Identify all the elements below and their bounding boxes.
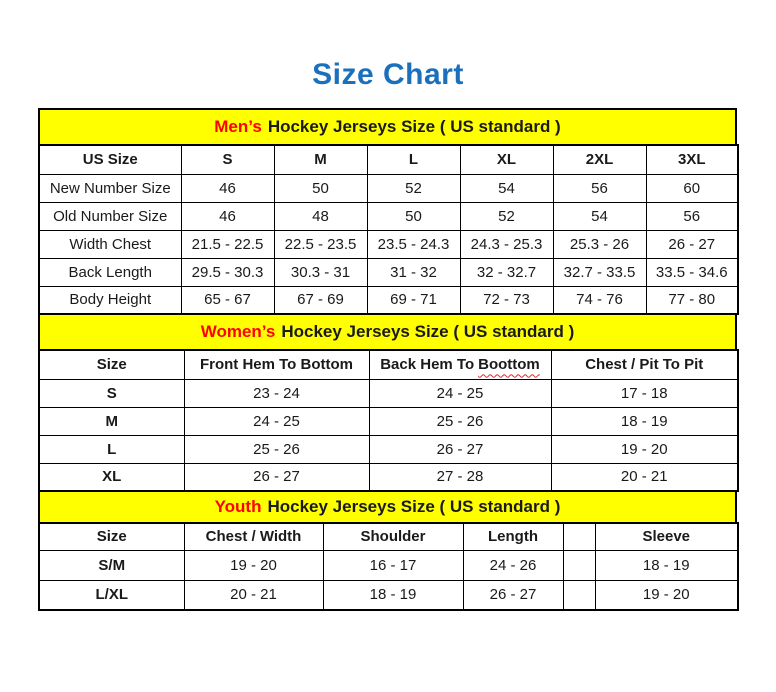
- row-label: Width Chest: [39, 230, 181, 258]
- table-row: [39, 286, 738, 314]
- size-cell: 50: [367, 202, 460, 230]
- mens-size-table: [38, 144, 739, 315]
- column-header: Shoulder: [323, 523, 463, 550]
- band-highlight-womens: Women’s: [200, 322, 276, 341]
- size-cell: 52: [460, 202, 553, 230]
- size-cell: 65 - 67: [181, 286, 274, 314]
- table-row: [39, 463, 738, 491]
- column-header: L: [367, 145, 460, 174]
- row-label: L: [39, 435, 184, 463]
- column-header: Chest / Width: [184, 523, 323, 550]
- size-cell: 56: [646, 202, 738, 230]
- size-cell: 19 - 20: [595, 580, 738, 610]
- size-cell: 50: [274, 174, 367, 202]
- size-cell: 54: [460, 174, 553, 202]
- column-header: Sleeve: [595, 523, 738, 550]
- size-cell: 26 - 27: [184, 463, 369, 491]
- size-cell: 52: [367, 174, 460, 202]
- size-cell: 23 - 24: [184, 379, 369, 407]
- size-cell: 25.3 - 26: [553, 230, 646, 258]
- table-row: [39, 550, 738, 580]
- column-header: M: [274, 145, 367, 174]
- column-header-with-typo: [369, 350, 551, 379]
- size-cell: 21.5 - 22.5: [181, 230, 274, 258]
- band-text-youth: Hockey Jerseys Size ( US standard ): [267, 497, 561, 516]
- row-label: Old Number Size: [39, 202, 181, 230]
- column-header: 3XL: [646, 145, 738, 174]
- mens-section-band: [38, 108, 737, 146]
- size-cell: 72 - 73: [460, 286, 553, 314]
- size-cell: 24 - 25: [369, 379, 551, 407]
- womens-section-band: [38, 313, 737, 351]
- row-label: M: [39, 407, 184, 435]
- size-cell: 77 - 80: [646, 286, 738, 314]
- size-cell: 24 - 25: [184, 407, 369, 435]
- row-label: Body Height: [39, 286, 181, 314]
- column-header: Chest / Pit To Pit: [551, 350, 738, 379]
- size-cell: 46: [181, 202, 274, 230]
- womens-header-row: [39, 350, 738, 379]
- size-cell: 16 - 17: [323, 550, 463, 580]
- size-cell: 74 - 76: [553, 286, 646, 314]
- column-header: XL: [460, 145, 553, 174]
- band-text-womens: Hockey Jerseys Size ( US standard ): [281, 322, 575, 341]
- table-row: [39, 230, 738, 258]
- table-row: [39, 258, 738, 286]
- size-cell: 25 - 26: [184, 435, 369, 463]
- size-cell: 24.3 - 25.3: [460, 230, 553, 258]
- size-cell: 18 - 19: [323, 580, 463, 610]
- column-header: Size: [39, 350, 184, 379]
- youth-size-table: [38, 522, 739, 611]
- table-row: [39, 435, 738, 463]
- column-header: S: [181, 145, 274, 174]
- table-row: [39, 379, 738, 407]
- row-label: New Number Size: [39, 174, 181, 202]
- size-cell: 20 - 21: [551, 463, 738, 491]
- size-cell: 67 - 69: [274, 286, 367, 314]
- column-header: Front Hem To Bottom: [184, 350, 369, 379]
- size-cell: 17 - 18: [551, 379, 738, 407]
- table-row: [39, 174, 738, 202]
- size-cell: 30.3 - 31: [274, 258, 367, 286]
- size-cell: 60: [646, 174, 738, 202]
- size-cell: 69 - 71: [367, 286, 460, 314]
- row-label: S/M: [39, 550, 184, 580]
- size-cell: 56: [553, 174, 646, 202]
- size-cell: 26 - 27: [646, 230, 738, 258]
- size-cell: 26 - 27: [369, 435, 551, 463]
- mens-header-row: [39, 145, 738, 174]
- empty-cell: [563, 580, 595, 610]
- youth-header-row: [39, 523, 738, 550]
- table-row: [39, 580, 738, 610]
- row-label: L/XL: [39, 580, 184, 610]
- header-text: Back Hem To: [380, 356, 475, 374]
- page-title: Size Chart: [312, 58, 464, 91]
- youth-section-band: [38, 490, 737, 524]
- column-header: Size: [39, 523, 184, 550]
- table-row: [39, 202, 738, 230]
- size-cell: 18 - 19: [551, 407, 738, 435]
- size-cell: 27 - 28: [369, 463, 551, 491]
- empty-cell: [563, 523, 595, 550]
- size-cell: 18 - 19: [595, 550, 738, 580]
- column-header: 2XL: [553, 145, 646, 174]
- size-cell: 31 - 32: [367, 258, 460, 286]
- size-cell: 33.5 - 34.6: [646, 258, 738, 286]
- size-cell: 32 - 32.7: [460, 258, 553, 286]
- misspelled-word: Boottom: [478, 356, 540, 374]
- womens-size-table: [38, 349, 739, 492]
- row-label: XL: [39, 463, 184, 491]
- column-header: US Size: [39, 145, 181, 174]
- size-cell: 22.5 - 23.5: [274, 230, 367, 258]
- band-highlight-youth: Youth: [214, 497, 262, 516]
- size-cell: 20 - 21: [184, 580, 323, 610]
- column-header: Length: [463, 523, 563, 550]
- band-highlight-mens: Men’s: [214, 117, 262, 136]
- size-cell: 19 - 20: [184, 550, 323, 580]
- band-text-mens: Hockey Jerseys Size ( US standard ): [267, 117, 561, 136]
- size-cell: 32.7 - 33.5: [553, 258, 646, 286]
- size-cell: 29.5 - 30.3: [181, 258, 274, 286]
- size-chart-document: [38, 108, 737, 611]
- empty-cell: [563, 550, 595, 580]
- size-cell: 46: [181, 174, 274, 202]
- size-cell: 19 - 20: [551, 435, 738, 463]
- row-label: S: [39, 379, 184, 407]
- size-cell: 25 - 26: [369, 407, 551, 435]
- size-cell: 23.5 - 24.3: [367, 230, 460, 258]
- size-cell: 54: [553, 202, 646, 230]
- row-label: Back Length: [39, 258, 181, 286]
- table-row: [39, 407, 738, 435]
- size-cell: 24 - 26: [463, 550, 563, 580]
- size-cell: 26 - 27: [463, 580, 563, 610]
- size-cell: 48: [274, 202, 367, 230]
